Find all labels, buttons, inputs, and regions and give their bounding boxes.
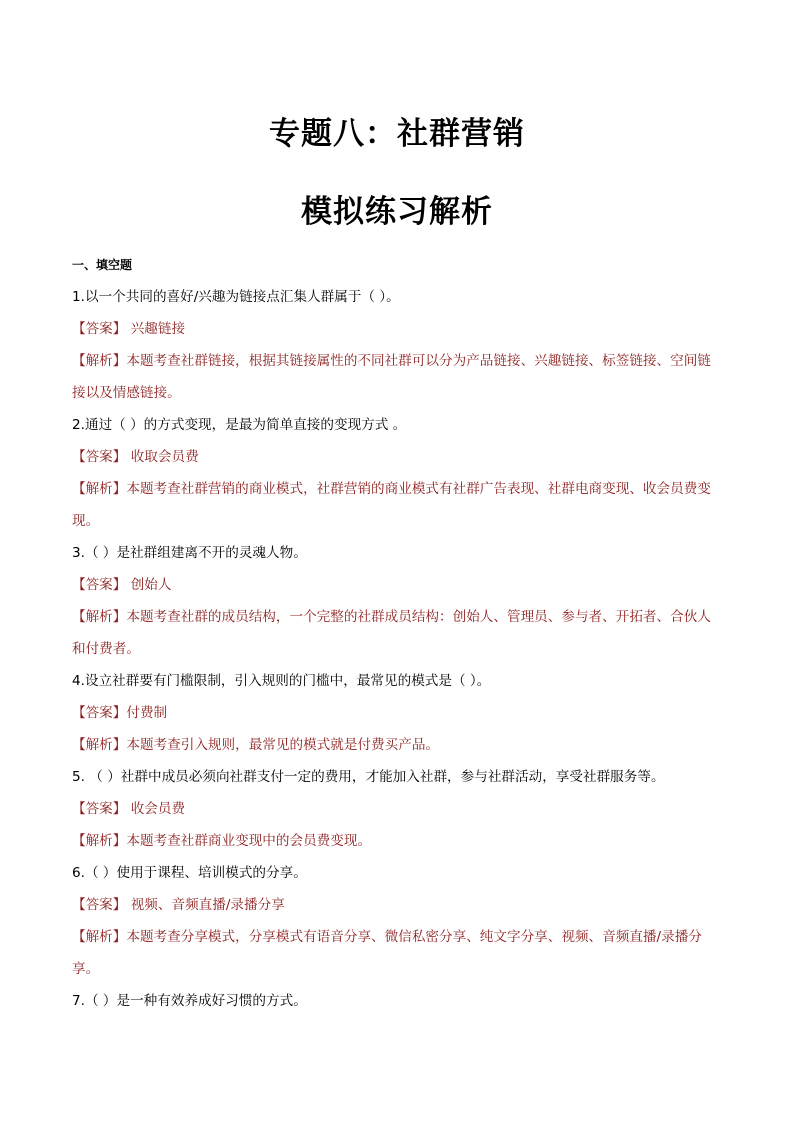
explanation-line bbox=[72, 729, 722, 761]
question-text: 2.通过（ ）的方式变现，是最为简单直接的变现方式 。 bbox=[72, 417, 407, 433]
question-text: 7.（ ）是一种有效养成好习惯的方式。 bbox=[72, 993, 307, 1009]
question-text: 6.（ ）使用于课程、培训模式的分享。 bbox=[72, 865, 307, 881]
explanation-text: 本题考查引入规则，最常见的模式就是付费买产品。 bbox=[126, 737, 440, 753]
answer-text: 兴趣链接 bbox=[126, 321, 186, 337]
document-title: 专题八：社群营销 bbox=[269, 116, 525, 152]
explanation-text: 本题考查社群商业变现中的会员费变现。 bbox=[126, 833, 372, 849]
explanation-text: 本题考查社群链接，根据其链接属性的不同社群可以分为产品链接、兴趣链接、标签链接、空间链接以及情感链接。 bbox=[72, 353, 711, 401]
answer-text: 付费制 bbox=[126, 705, 168, 721]
explanation-line bbox=[72, 825, 722, 857]
explanation-text: 本题考查分享模式，分享模式有语音分享、微信私密分享、纯文字分享、视频、音频直播/录播分享。 bbox=[72, 929, 702, 977]
answer-label: 【答案】 bbox=[72, 801, 127, 817]
explanation-line bbox=[72, 601, 722, 665]
answer-label: 【答案】 bbox=[72, 577, 127, 593]
answer-line bbox=[72, 569, 722, 601]
question-text: 5. （ ）社群中成员必须向社群支付一定的费用，才能加入社群，参与社群活动，享受社群服务等。 bbox=[72, 769, 665, 785]
explanation-line bbox=[72, 921, 722, 985]
explanation-label: 【解析】 bbox=[72, 481, 127, 497]
explanation-label: 【解析】 bbox=[72, 833, 127, 849]
answer-line bbox=[72, 793, 722, 825]
explanation-line bbox=[72, 473, 722, 537]
answer-label: 【答案】 bbox=[72, 897, 127, 913]
answer-line bbox=[72, 441, 722, 473]
question-text: 4.设立社群要有门槛限制，引入规则的门槛中，最常见的模式是（ ）。 bbox=[72, 673, 491, 689]
explanation-text: 本题考查社群营销的商业模式，社群营销的商业模式有社群广告表现、社群电商变现、收会员费变现。 bbox=[72, 481, 711, 529]
explanation-label: 【解析】 bbox=[72, 929, 127, 945]
answer-text: 创始人 bbox=[126, 577, 172, 593]
question-text: 1.以一个共同的喜好/兴趣为链接点汇集人群属于（ ）。 bbox=[72, 289, 400, 305]
question-list bbox=[72, 281, 722, 1017]
answer-text: 收会员费 bbox=[126, 801, 186, 817]
answer-line bbox=[72, 889, 722, 921]
answer-line bbox=[72, 697, 722, 729]
explanation-label: 【解析】 bbox=[72, 609, 127, 625]
answer-label: 【答案】 bbox=[72, 449, 127, 465]
explanation-label: 【解析】 bbox=[72, 737, 127, 753]
answer-label: 【答案】 bbox=[72, 321, 127, 337]
answer-text: 视频、音频直播/录播分享 bbox=[126, 897, 285, 913]
question-text: 3.（ ）是社群组建离不开的灵魂人物。 bbox=[72, 545, 307, 561]
section-heading: 一、填空题 bbox=[72, 258, 133, 272]
answer-label: 【答案】 bbox=[72, 705, 127, 721]
document-subtitle: 模拟练习解析 bbox=[301, 194, 493, 230]
answer-line bbox=[72, 313, 722, 345]
answer-text: 收取会员费 bbox=[126, 449, 199, 465]
explanation-label: 【解析】 bbox=[72, 353, 127, 369]
explanation-text: 本题考查社群的成员结构，一个完整的社群成员结构：创始人、管理员、参与者、开拓者、合伙人和付费者。 bbox=[72, 609, 711, 657]
explanation-line bbox=[72, 345, 722, 409]
